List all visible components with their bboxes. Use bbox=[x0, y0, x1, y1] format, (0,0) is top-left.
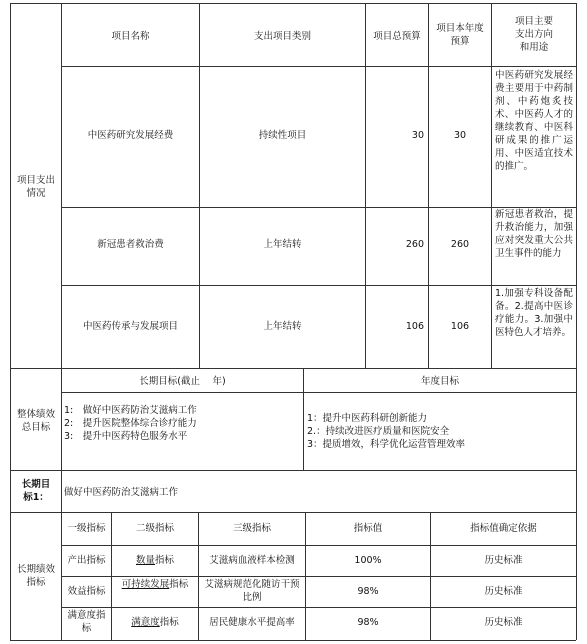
row3-total: 106 bbox=[405, 321, 424, 332]
row3-usage: 1.加强专科设备配备。2.提高中医诊疗能力。3.加强中医特色人才培养。 bbox=[495, 288, 573, 338]
row1-year: 30 bbox=[453, 130, 467, 141]
list-item: 3: 提升中医药特色服务水平 bbox=[64, 431, 188, 442]
ind1-level1: 产出指标 bbox=[67, 555, 106, 566]
ind3-level2 bbox=[112, 616, 198, 629]
ind2-level2-underlined: 可持续发展 bbox=[121, 579, 170, 590]
ind3-basis: 历史标准 bbox=[484, 617, 523, 628]
row1-name: 中医药研究发展经费 bbox=[87, 130, 174, 141]
list-item: 1：提升中医药科研创新能力 bbox=[307, 413, 428, 424]
expenditure-side-label: 项目支出 情况 bbox=[16, 175, 55, 199]
row3-category: 上年结转 bbox=[263, 321, 302, 332]
header-project-name: 项目名称 bbox=[111, 31, 150, 42]
row1-total: 30 bbox=[411, 130, 424, 141]
ind2-level2-suffix: 指标 bbox=[169, 579, 189, 590]
ind3-level3: 居民健康水平提高率 bbox=[209, 617, 295, 628]
ind1-level2-suffix: 指标 bbox=[155, 555, 175, 566]
long-term-goal-list bbox=[64, 404, 300, 443]
indicators-side-label: 长期绩效 指标 bbox=[16, 564, 55, 588]
row3-name: 中医药传承与发展项目 bbox=[82, 321, 178, 332]
row1-category: 持续性项目 bbox=[258, 130, 307, 141]
row2-name: 新冠患者救治费 bbox=[97, 239, 164, 250]
ind3-level2-underlined: 满意度 bbox=[131, 617, 160, 628]
ind1-value: 100% bbox=[354, 555, 382, 566]
row2-category: 上年结转 bbox=[263, 239, 302, 250]
long-term-goal-1-value: 做好中医药防治艾滋病工作 bbox=[64, 487, 179, 498]
list-item: 2.：持续改进医疗质量和医院安全 bbox=[307, 426, 450, 437]
annual-goal-header: 年度目标 bbox=[420, 376, 459, 387]
row3-year: 106 bbox=[450, 321, 470, 332]
ind3-value: 98% bbox=[357, 617, 379, 628]
ind2-level2 bbox=[114, 578, 196, 591]
long-term-goal-header: 长期目标(截止 年) bbox=[139, 376, 226, 387]
list-item: 1: 做好中医药防治艾滋病工作 bbox=[64, 405, 197, 416]
annual-goal-list bbox=[307, 412, 573, 451]
header-level3: 三级指标 bbox=[232, 523, 271, 534]
goals-side-label: 整体绩效 总目标 bbox=[16, 409, 55, 433]
header-basis: 指标值确定依据 bbox=[470, 523, 537, 534]
row1-usage: 中医药研究发展经费主要用于中药制剂、中药炮炙技术、中医药人才的继续教育、中医科研成果的推广运用、中医适宜技术的推广。 bbox=[495, 70, 573, 172]
ind2-level3: 艾滋病规范化随访干预比例 bbox=[204, 579, 300, 603]
ind1-level2-underlined: 数量 bbox=[135, 555, 155, 566]
ind2-level1: 效益指标 bbox=[67, 586, 106, 597]
header-indicator-value: 指标值 bbox=[353, 523, 383, 534]
ind1-basis: 历史标准 bbox=[484, 555, 523, 566]
list-item: 3：提质增效，科学优化运营管理效率 bbox=[307, 439, 466, 450]
row2-total: 260 bbox=[405, 239, 424, 250]
ind3-level1: 满意度指标 bbox=[67, 610, 106, 634]
list-item: 2: 提升医院整体综合诊疗能力 bbox=[64, 418, 197, 429]
ind2-value: 98% bbox=[357, 586, 379, 597]
header-level2: 二级指标 bbox=[135, 523, 174, 534]
header-year-budget: 项目本年度 预算 bbox=[436, 23, 484, 47]
header-usage: 项目主要 支出方向 和用途 bbox=[514, 16, 553, 53]
ind1-level3: 艾滋病血液样本检测 bbox=[209, 555, 295, 566]
header-level1: 一级指标 bbox=[67, 523, 106, 534]
ind1-level2 bbox=[112, 554, 198, 567]
row2-year: 260 bbox=[450, 239, 470, 250]
ind2-basis: 历史标准 bbox=[484, 586, 523, 597]
row2-usage: 新冠患者救治，提升救治能力，加强应对突发重大公共卫生事件的能力 bbox=[495, 209, 573, 259]
header-category: 支出项目类别 bbox=[253, 31, 311, 42]
header-total-budget: 项目总预算 bbox=[373, 31, 421, 42]
ind3-level2-suffix: 指标 bbox=[159, 617, 179, 628]
long-term-goal-1-label: 长期目 标1： bbox=[21, 479, 51, 503]
